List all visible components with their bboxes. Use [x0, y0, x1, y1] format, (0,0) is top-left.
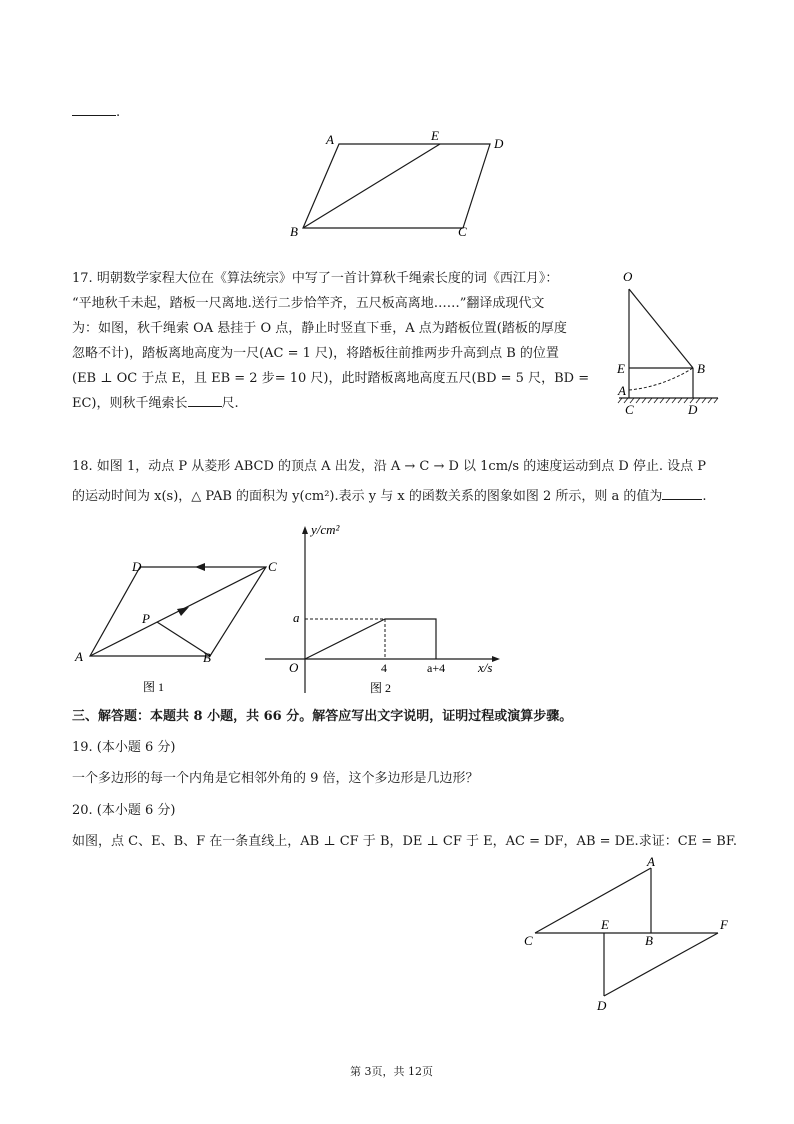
q17-answer-blank [188, 394, 222, 407]
q19-text: 一个多边形的每一个内角是它相邻外角的 9 倍，这个多边形是几边形？ [72, 771, 479, 786]
label-b: B [290, 224, 298, 239]
question-17 [72, 268, 589, 415]
x-axis-label: x/s [478, 660, 493, 675]
prev-answer-line [72, 102, 120, 124]
segment-ca [535, 868, 651, 933]
congruent-triangles-figure [520, 852, 735, 1012]
q18-text-2: 的运动时间为 x(s)，△ PAB 的面积为 y(cm²).表示 y 与 x 的函数关系的图象如图 2 所示，则 a 的值为 [72, 489, 663, 504]
q17-text-6: EC)，则秋千绳索长 [72, 396, 188, 411]
label-d: D [688, 402, 698, 417]
label-e: E [617, 361, 625, 376]
parallelogram-figure [285, 125, 515, 240]
label-b: B [203, 650, 211, 665]
label-a: A [75, 649, 83, 664]
q18-line-2 [72, 486, 707, 508]
q17-line-5: (EB ⊥ OC 于点 E，且 EB = 2 步= 10 尺)，此时踏板离地高度五尺(BD = 5 尺，BD = [72, 371, 590, 386]
q17-line-1 [72, 268, 589, 290]
q17-line-4: 忽略不计)，踏板离地高度为一尺(AC = 1 尺)，将踏板往前推两步升高到点 B 的位置 [72, 346, 559, 361]
label-a: A [618, 383, 626, 398]
figure-1-caption: 图 1 [143, 680, 165, 694]
graph-line [305, 619, 436, 659]
q19-title: 19. (本小题 6 分) [72, 740, 176, 755]
segment-be [303, 144, 440, 228]
q17-tail: 尺. [221, 396, 239, 411]
label-d: D [597, 998, 607, 1012]
label-e: E [431, 128, 439, 143]
label-b: B [645, 933, 653, 948]
y-axis-label: y/cm² [311, 522, 340, 537]
arrow-on-dc [195, 563, 205, 571]
label-c: C [524, 933, 533, 948]
answer-blank [72, 103, 116, 116]
rope-ob [629, 289, 693, 368]
q18-line-1: 18. 如图 1，动点 P 从菱形 ABCD 的顶点 A 出发，沿 A → C → D 以 1cm/s 的速度运动到点 D 停止. 设点 P [72, 459, 707, 474]
rhombus-figure [70, 556, 285, 701]
label-d: D [132, 559, 142, 574]
x-tick-a-plus-4: a+4 [427, 661, 446, 675]
x-axis-arrow [492, 656, 500, 662]
q17-line-2: “平地秋千未起，踏板一尺离地.送行二步恰竿齐，五尺板高离地……”翻译成现代文 [72, 296, 545, 311]
label-e: E [601, 917, 609, 932]
page-footer: 第 3页，共 12页 [350, 1065, 433, 1078]
label-a: A [326, 132, 334, 147]
y-axis-arrow [302, 526, 308, 534]
arrow-on-ac [177, 607, 189, 616]
label-a: A [647, 854, 655, 869]
origin-label: O [289, 660, 299, 675]
segment-df [604, 933, 718, 996]
figure-2-caption: 图 2 [370, 681, 392, 695]
label-p: P [142, 611, 150, 626]
q17-line-3: 为：如图，秋千绳索 OA 悬挂于 O 点，静止时竖直下垂，A 点为踏板位置(踏板的厚度 [72, 321, 567, 336]
swing-figure [612, 265, 722, 420]
label-d: D [494, 136, 504, 151]
q18-answer-blank [662, 487, 702, 500]
question-18 [72, 456, 707, 508]
label-o: O [623, 269, 633, 284]
label-c: C [268, 559, 277, 574]
label-c: C [625, 402, 634, 417]
label-c: C [458, 224, 467, 239]
q17-line-6 [72, 393, 589, 415]
parallelogram-abcd [303, 144, 490, 228]
q18-tail: . [702, 489, 707, 504]
q17-number: 17. [72, 271, 93, 286]
prev-answer-suffix: . [116, 105, 121, 120]
label-b: B [697, 361, 705, 376]
arc-ab [629, 368, 693, 390]
function-graph-figure [260, 518, 505, 700]
a-tick-label: a [293, 610, 300, 625]
q20-title: 20. (本小题 6 分) [72, 803, 176, 818]
x-tick-4: 4 [381, 661, 387, 675]
label-f: F [720, 917, 728, 932]
q17-text-1: 明朝数学家程大位在《算法统宗》中写了一首计算秋千绳索长度的词《西江月》： [96, 271, 559, 286]
section-3-heading: 三、解答题：本题共 8 小题，共 66 分。解答应写出文字说明，证明过程或演算步骤。 [72, 709, 573, 724]
q20-text: 如图，点 C、E、B、F 在一条直线上，AB ⊥ CF 于 B，DE ⊥ CF 于 E，AC = DF，AB = DE.求证：CE = BF. [72, 834, 737, 849]
diagonal-ac [90, 567, 266, 656]
